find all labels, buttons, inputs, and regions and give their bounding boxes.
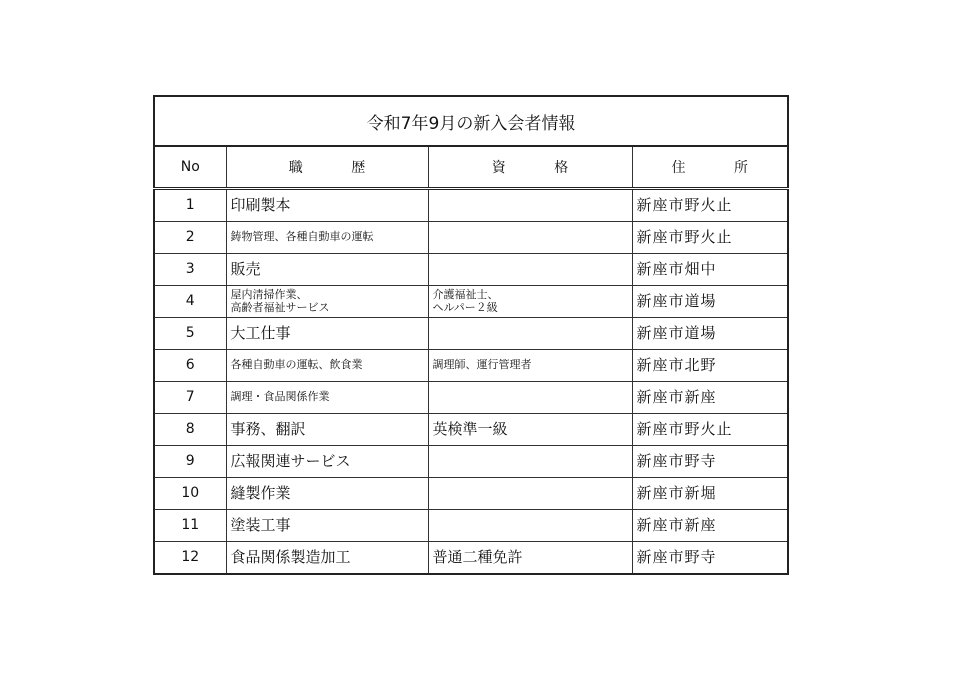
career-cell-line: 調理・食品関係作業 [230, 390, 330, 404]
table-row [154, 350, 788, 382]
career-cell [226, 222, 428, 254]
career-cell [226, 414, 428, 446]
address-cell: 新座市畑中 [632, 254, 788, 286]
row-number: 9 [154, 446, 226, 478]
address-cell: 新座市新堀 [632, 478, 788, 510]
row-number: 5 [154, 318, 226, 350]
qualification-cell [428, 446, 632, 478]
qualification-cell [428, 542, 632, 575]
table-body [154, 189, 788, 575]
address-cell: 新座市野火止 [632, 222, 788, 254]
address-cell: 新座市北野 [632, 350, 788, 382]
qualification-cell [428, 510, 632, 542]
career-cell [226, 510, 428, 542]
qualification-cell [428, 414, 632, 446]
career-cell-line: 販売 [230, 259, 261, 278]
career-cell-line: 塗装工事 [230, 515, 291, 534]
career-cell-line: 鋳物管理、各種自動車の運転 [230, 230, 374, 244]
career-cell-line: 大工仕事 [230, 323, 291, 342]
table-row [154, 414, 788, 446]
row-number: 12 [154, 542, 226, 575]
table-row [154, 189, 788, 222]
qualification-cell [428, 189, 632, 222]
qualification-cell [428, 350, 632, 382]
table-row [154, 318, 788, 350]
career-cell [226, 382, 428, 414]
address-cell: 新座市道場 [632, 286, 788, 318]
header-address: 住 所 [632, 146, 788, 189]
header-row [154, 146, 788, 189]
address-cell: 新座市野寺 [632, 542, 788, 575]
career-cell [226, 254, 428, 286]
row-number: 3 [154, 254, 226, 286]
qualification-cell [428, 478, 632, 510]
address-cell: 新座市野火止 [632, 189, 788, 222]
qualification-cell-line: 英検準一級 [432, 419, 508, 438]
qualification-cell [428, 222, 632, 254]
career-cell [226, 350, 428, 382]
career-cell-line: 事務、翻訳 [230, 419, 306, 438]
career-cell-line: 屋内清掃作業、 [230, 287, 308, 301]
career-cell [226, 318, 428, 350]
table-row [154, 254, 788, 286]
qualification-cell [428, 382, 632, 414]
qualification-cell [428, 286, 632, 318]
career-cell-line: 各種自動車の運転、飲食業 [230, 358, 363, 372]
row-number: 10 [154, 478, 226, 510]
career-cell-line: 食品関係製造加工 [230, 547, 351, 566]
member-info-document [153, 95, 787, 575]
header-qualification: 資 格 [428, 146, 632, 189]
career-cell-line: 高齢者福祉サービス [230, 300, 330, 314]
row-number: 11 [154, 510, 226, 542]
table-row [154, 446, 788, 478]
row-number: 6 [154, 350, 226, 382]
qualification-cell-line: 介護福祉士、 [432, 287, 499, 301]
qualification-cell [428, 318, 632, 350]
career-cell-line: 印刷製本 [230, 195, 291, 214]
row-number: 8 [154, 414, 226, 446]
career-cell-line: 広報関連サービス [230, 451, 351, 470]
career-cell-line: 縫製作業 [230, 483, 291, 502]
table-row [154, 382, 788, 414]
address-cell: 新座市野寺 [632, 446, 788, 478]
row-number: 1 [154, 189, 226, 222]
career-cell [226, 478, 428, 510]
table-row [154, 286, 788, 318]
row-number: 7 [154, 382, 226, 414]
row-number: 2 [154, 222, 226, 254]
qualification-cell-line: 調理師、運行管理者 [432, 358, 532, 372]
table-title: 令和7年9月の新入会者情報 [154, 96, 788, 146]
career-cell [226, 286, 428, 318]
career-cell [226, 189, 428, 222]
new-members-table [153, 95, 789, 575]
address-cell: 新座市新座 [632, 510, 788, 542]
address-cell: 新座市野火止 [632, 414, 788, 446]
career-cell [226, 542, 428, 575]
table-row [154, 478, 788, 510]
header-career: 職 歴 [226, 146, 428, 189]
row-number: 4 [154, 286, 226, 318]
table-row [154, 510, 788, 542]
qualification-cell-line: ヘルパー２級 [432, 300, 498, 314]
table-row [154, 542, 788, 575]
table-row [154, 222, 788, 254]
qualification-cell [428, 254, 632, 286]
qualification-cell-line: 普通二種免許 [432, 547, 523, 566]
header-no: No [154, 146, 226, 189]
address-cell: 新座市道場 [632, 318, 788, 350]
career-cell [226, 446, 428, 478]
address-cell: 新座市新座 [632, 382, 788, 414]
